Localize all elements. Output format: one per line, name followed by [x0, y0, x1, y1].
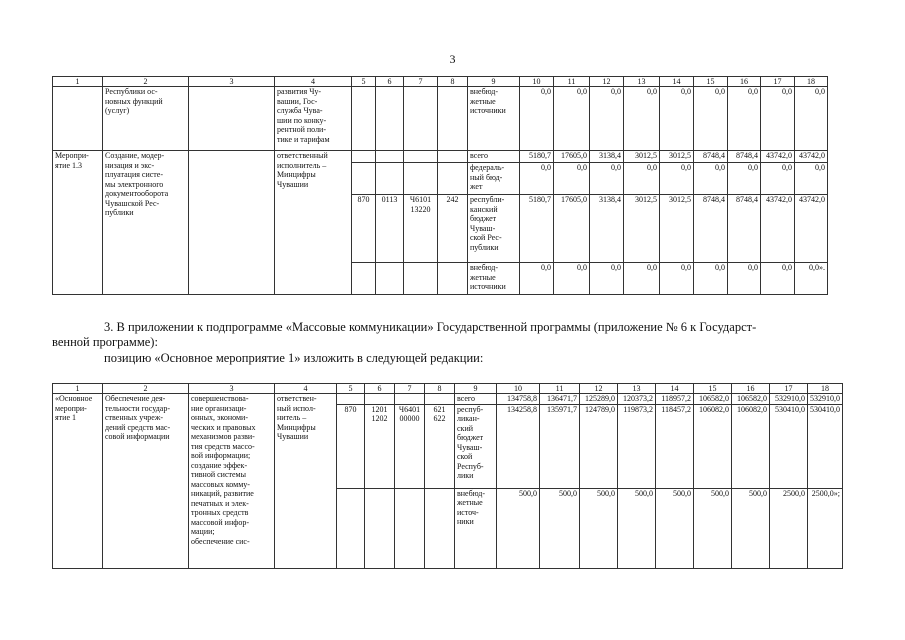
- cell-value: 500,0: [540, 488, 580, 568]
- cell-value: 0,0: [520, 163, 554, 195]
- cell-source: внебюд- жетные источники: [468, 263, 520, 295]
- cell-value: 500,0: [497, 488, 540, 568]
- cell-code: [438, 263, 468, 295]
- cell-value: 500,0: [618, 488, 656, 568]
- cell-code: [425, 394, 455, 405]
- cell-value: 530410,0: [770, 404, 808, 488]
- cell-code: 242: [438, 195, 468, 263]
- cell-code: [376, 263, 404, 295]
- cell-value: 0,0: [590, 87, 624, 151]
- cell-tasks-text: совершенствова- ние организаци- онных, экономи- ческих и правовых механизмов разви- тия средств массо- вой информации; создание эффек- тивной системы массовых комму- никаций, развитие печатных и элек- тронных средств массовой инфор- мации; обеспечение сис-: [189, 394, 275, 569]
- cell: [53, 87, 103, 151]
- cell: [189, 87, 275, 151]
- header-cell: 14: [660, 77, 694, 87]
- table-header-row: [53, 384, 843, 394]
- cell-value: 134758,8: [497, 394, 540, 405]
- header-cell: 8: [425, 384, 455, 394]
- cell-source: всего: [468, 151, 520, 163]
- cell-activity-name: Создание, модер- низация и экс- плуатация систе- мы электронного документооборота Чувашской Рес- публики: [103, 151, 189, 295]
- cell-value: 0,0: [761, 263, 795, 295]
- cell-value: 500,0: [580, 488, 618, 568]
- header-cell: 16: [732, 384, 770, 394]
- header-cell: 1: [53, 77, 103, 87]
- cell-value: 0,0: [590, 163, 624, 195]
- cell-value: 532910,0: [770, 394, 808, 405]
- cell-code: [404, 163, 438, 195]
- cell-value: 8748,4: [728, 195, 761, 263]
- header-cell: 13: [618, 384, 656, 394]
- cell-value: 532910,0: [808, 394, 843, 405]
- cell-value: 0,0: [728, 163, 761, 195]
- cell-code: [352, 163, 376, 195]
- cell-value: 0,0: [761, 163, 795, 195]
- cell-source: респуб- ликан- ский бюджет Чуваш- ской Респуб- лики: [455, 404, 497, 488]
- cell-value: 136471,7: [540, 394, 580, 405]
- cell-code: [365, 394, 395, 405]
- cell-code: [438, 163, 468, 195]
- header-cell: 15: [694, 77, 728, 87]
- cell-activity-name: Обеспечение дея- тельности государ- ственных учреж- дений средств мас- совой информации: [103, 394, 189, 569]
- table-row: [53, 87, 828, 151]
- cell-value: 0,0: [728, 263, 761, 295]
- header-cell: 18: [808, 384, 843, 394]
- cell-code: [365, 488, 395, 568]
- header-cell: 11: [554, 77, 590, 87]
- cell: [438, 87, 468, 151]
- cell-source: федераль- ный бюд- жет: [468, 163, 520, 195]
- cell-source: всего: [455, 394, 497, 405]
- table-header-row: [53, 77, 828, 87]
- header-cell: 7: [395, 384, 425, 394]
- cell-code: 870: [337, 404, 365, 488]
- cell-value: 530410,0: [808, 404, 843, 488]
- cell-value: 0,0: [624, 163, 660, 195]
- cell-value: 0,0: [795, 163, 828, 195]
- header-cell: 5: [352, 77, 376, 87]
- cell-source: республи- канский бюджет Чуваш- ской Рес- публики: [468, 195, 520, 263]
- cell-code: 870: [352, 195, 376, 263]
- cell-value: 500,0: [694, 488, 732, 568]
- header-cell: 6: [365, 384, 395, 394]
- cell-code: [395, 394, 425, 405]
- header-cell: 8: [438, 77, 468, 87]
- cell-code: Ч6101 13220: [404, 195, 438, 263]
- cell-value: 0,0: [520, 87, 554, 151]
- cell-source: внебюд- жетные источ- ники: [455, 488, 497, 568]
- cell-value: 8748,4: [728, 151, 761, 163]
- cell-function-text: Республики ос- новных функций (услуг): [103, 87, 189, 151]
- cell-value: 125289,0: [580, 394, 618, 405]
- cell-code: [395, 488, 425, 568]
- cell-value: 0,0: [761, 87, 795, 151]
- amendment-paragraph-line2: венной программе):: [52, 335, 158, 349]
- cell-value: 5180,7: [520, 195, 554, 263]
- cell-value: 106082,0: [694, 404, 732, 488]
- cell-value: 0,0».: [795, 263, 828, 295]
- header-cell: 9: [455, 384, 497, 394]
- header-cell: 12: [590, 77, 624, 87]
- cell-value: 500,0: [732, 488, 770, 568]
- table-main-activity: [52, 383, 843, 569]
- cell-value: 43742,0: [761, 151, 795, 163]
- cell-value: 3012,5: [624, 195, 660, 263]
- header-cell: 17: [761, 77, 795, 87]
- cell-value: 0,0: [660, 87, 694, 151]
- cell-value: 43742,0: [795, 195, 828, 263]
- cell-executor-text: ответствен- ный испол- нитель – Минцифры Чувашии: [275, 394, 337, 569]
- cell-value: 124789,0: [580, 404, 618, 488]
- amendment-paragraph-2: позицию «Основное мероприятие 1» изложить в следующей редакции:: [104, 351, 484, 365]
- cell-code: 1201 1202: [365, 404, 395, 488]
- header-cell: 3: [189, 384, 275, 394]
- cell-value: 0,0: [554, 87, 590, 151]
- cell-value: 8748,4: [694, 195, 728, 263]
- cell-value: 5180,7: [520, 151, 554, 163]
- header-cell: 14: [656, 384, 694, 394]
- cell-value: 3012,5: [624, 151, 660, 163]
- header-cell: 2: [103, 384, 189, 394]
- table-row: [53, 151, 828, 163]
- header-cell: 2: [103, 77, 189, 87]
- header-cell: 4: [275, 77, 352, 87]
- cell-value: 3138,4: [590, 195, 624, 263]
- cell-source: внебюд- жетные источники: [468, 87, 520, 151]
- cell-code: [337, 488, 365, 568]
- cell-code: [352, 151, 376, 163]
- header-cell: 10: [497, 384, 540, 394]
- table-subprogram-part: [52, 76, 828, 295]
- cell-executor-text: ответственный исполнитель – Минцифры Чувашии: [275, 151, 352, 295]
- cell-value: 118457,2: [656, 404, 694, 488]
- cell-value: 17605,0: [554, 195, 590, 263]
- cell-value: 0,0: [728, 87, 761, 151]
- cell-value: 106082,0: [732, 404, 770, 488]
- cell-value: 3138,4: [590, 151, 624, 163]
- header-cell: 3: [189, 77, 275, 87]
- cell: [376, 87, 404, 151]
- cell-code: Ч6401 00000: [395, 404, 425, 488]
- header-cell: 6: [376, 77, 404, 87]
- cell-code: [404, 263, 438, 295]
- cell-activity-id: «Основное меропри- ятие 1: [53, 394, 103, 569]
- cell-value: 120373,2: [618, 394, 656, 405]
- cell-value: 500,0: [656, 488, 694, 568]
- cell-value: 0,0: [694, 87, 728, 151]
- cell-value: 0,0: [554, 263, 590, 295]
- cell-value: 119873,2: [618, 404, 656, 488]
- page-number: 3: [449, 52, 456, 66]
- cell-value: 134258,8: [497, 404, 540, 488]
- cell-value: 43742,0: [761, 195, 795, 263]
- cell-value: 17605,0: [554, 151, 590, 163]
- cell-value: 0,0: [660, 263, 694, 295]
- header-cell: 4: [275, 384, 337, 394]
- header-cell: 9: [468, 77, 520, 87]
- cell-value: 0,0: [624, 87, 660, 151]
- header-cell: 1: [53, 384, 103, 394]
- header-cell: 7: [404, 77, 438, 87]
- cell-code: [376, 151, 404, 163]
- cell-value: 0,0: [624, 263, 660, 295]
- header-cell: 12: [580, 384, 618, 394]
- header-cell: 15: [694, 384, 732, 394]
- cell-value: 0,0: [660, 163, 694, 195]
- cell-code: 621 622: [425, 404, 455, 488]
- header-cell: 5: [337, 384, 365, 394]
- cell-activity-id: Меропри- ятие 1.3: [53, 151, 103, 295]
- cell-code: 0113: [376, 195, 404, 263]
- cell-value: 0,0: [554, 163, 590, 195]
- cell-value: 2500,0»;: [808, 488, 843, 568]
- cell-value: 118957,2: [656, 394, 694, 405]
- header-cell: 10: [520, 77, 554, 87]
- table-row: [53, 394, 843, 405]
- cell-code: [438, 151, 468, 163]
- cell-value: 8748,4: [694, 151, 728, 163]
- header-cell: 13: [624, 77, 660, 87]
- cell-value: 106582,0: [732, 394, 770, 405]
- header-cell: 17: [770, 384, 808, 394]
- cell-value: 0,0: [795, 87, 828, 151]
- cell-value: 0,0: [520, 263, 554, 295]
- cell-value: 0,0: [590, 263, 624, 295]
- cell-executor-text: развития Чу- вашии, Гос- служба Чува- шии по конку- рентной поли- тике и тарифам: [275, 87, 352, 151]
- cell-code: [376, 163, 404, 195]
- cell-value: 135971,7: [540, 404, 580, 488]
- header-cell: 18: [795, 77, 828, 87]
- cell-value: 3012,5: [660, 195, 694, 263]
- header-cell: 16: [728, 77, 761, 87]
- cell-value: 43742,0: [795, 151, 828, 163]
- cell-value: 106582,0: [694, 394, 732, 405]
- cell-code: [337, 394, 365, 405]
- cell-code: [352, 263, 376, 295]
- cell-code: [425, 488, 455, 568]
- cell-value: 3012,5: [660, 151, 694, 163]
- cell: [189, 151, 275, 295]
- cell: [404, 87, 438, 151]
- cell-value: 2500,0: [770, 488, 808, 568]
- amendment-paragraph-line1: 3. В приложении к подпрограмме «Массовые коммуникации» Государственной программы (приложение № 6 к Государст-: [104, 320, 757, 334]
- cell-value: 0,0: [694, 163, 728, 195]
- cell: [352, 87, 376, 151]
- cell-value: 0,0: [694, 263, 728, 295]
- cell-code: [404, 151, 438, 163]
- header-cell: 11: [540, 384, 580, 394]
